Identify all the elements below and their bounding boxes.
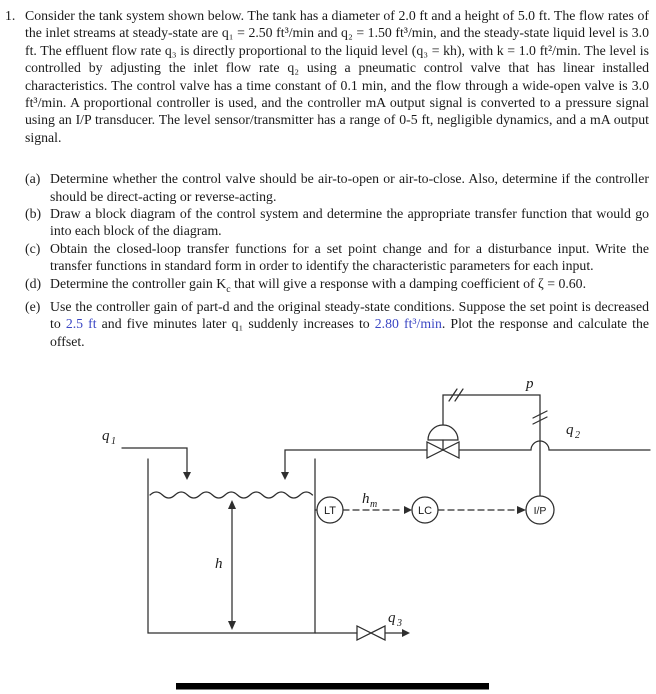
item-d-label: (d) — [25, 275, 42, 291]
hm-label-sub: m — [370, 499, 378, 510]
q2-label: q — [566, 422, 574, 438]
level-arrow-bottom-icon — [228, 621, 236, 630]
problem-intro-row — [5, 7, 649, 146]
problem-intro: Consider the tank system shown below. The tank has a diameter of 2.0 ft and a height of 5.0 ft. The flow rates of the inlet streams at steady-state are q₁ = 2.50 ft³/min and q₂ = 1.50 ft³/min, and the steady-state liquid level is 3.0 ft. The effluent flow rate q₃ is directly proportional to the liquid level (q₃ = kh), with k = 1.0 ft²/min. The level is controlled by adjusting the inlet flow rate q₂ using a pneumatic control valve that has linear installed characteristics. The control valve has a time constant of 0.1 min, and the flow through a wide-open valve is 3.0 ft³/min. A proportional controller is used, and the controller mA output signal is converted to a pressure signal using an I/P transducer. The level sensor/transmitter has a range of 0-5 ft, negligible dynamics, and a mA output signal. — [25, 8, 649, 145]
q2-label-sub: 2 — [575, 430, 580, 441]
item-d-pre: Determine the controller gain K — [50, 275, 227, 291]
item-e-p1: Use the controller gain of part-d and the original steady-state conditions. Suppose the set point is decreased to — [50, 298, 649, 332]
pressure-label: p — [526, 376, 534, 392]
problem-items — [5, 170, 649, 350]
control-valve — [427, 425, 459, 458]
item-d — [5, 275, 649, 298]
item-c-label: (c) — [25, 240, 41, 256]
q1-label-sub: 1 — [111, 436, 116, 447]
item-a-text: Determine whether the control valve should be air-to-open or air-to-close. Also, determine if the controller should be direct-acting or reverse-acting. — [50, 171, 649, 204]
item-c — [5, 240, 649, 275]
q2-pipe-with-crossover — [459, 441, 650, 450]
level-controller-tag: LC — [417, 505, 433, 517]
problem-number: 1. — [5, 8, 16, 23]
q3-label-sub: 3 — [397, 618, 402, 629]
q1-inlet-pipe — [122, 448, 187, 472]
kc-subscript: c — [226, 283, 231, 295]
item-b-label: (b) — [25, 206, 42, 222]
level-arrow-top-icon — [228, 500, 236, 509]
bottom-rule — [176, 683, 489, 690]
item-d-post: that will give a response with a damping coefficient of ζ = 0.60. — [230, 275, 587, 291]
hm-label: h — [362, 491, 370, 507]
item-c-text: Obtain the closed-loop transfer functions for a set point change and for a disturbance input. Write the transfer functions in standard form in order to identify the characteristic parameters for each input. — [50, 240, 649, 274]
item-a — [5, 170, 649, 205]
highlighted-flow-value: 2.80 ft³/min — [374, 316, 442, 332]
item-e-p2: and five minutes later q₁ suddenly increases to — [96, 316, 375, 332]
arrowheads — [183, 472, 526, 637]
tank-system-diagram — [0, 376, 656, 694]
water-surface — [150, 492, 313, 498]
q2-inlet-pipe — [285, 441, 650, 472]
q1-label: q — [102, 428, 110, 444]
item-d-text — [50, 275, 649, 298]
item-b-text: Draw a block diagram of the control system and determine the appropriate transfer function that would go into each block of the diagram. — [50, 206, 649, 239]
valve-actuator-icon — [428, 425, 458, 440]
item-e-label: (e) — [25, 298, 41, 314]
q2-arrow-icon — [281, 472, 289, 480]
drain-pipe — [315, 626, 402, 640]
item-b — [5, 205, 649, 240]
q1-arrow-icon — [183, 472, 191, 480]
ip-transducer-tag: I/P — [533, 505, 547, 517]
lt-lc-arrow-icon — [404, 506, 412, 514]
q3-label: q — [388, 610, 396, 626]
q3-arrow-icon — [402, 629, 410, 637]
level-label: h — [215, 556, 223, 572]
item-a-label: (a) — [25, 171, 41, 187]
drain-valve-icon — [357, 626, 385, 640]
level-transmitter-tag: LT — [323, 505, 337, 517]
item-e — [5, 298, 649, 350]
item-e-p3: . Plot the response and calculate the offset. — [50, 316, 649, 349]
highlighted-setpoint-value: 2.5 ft — [65, 316, 97, 332]
lc-ip-arrow-icon — [517, 506, 526, 514]
item-e-text — [50, 298, 649, 350]
